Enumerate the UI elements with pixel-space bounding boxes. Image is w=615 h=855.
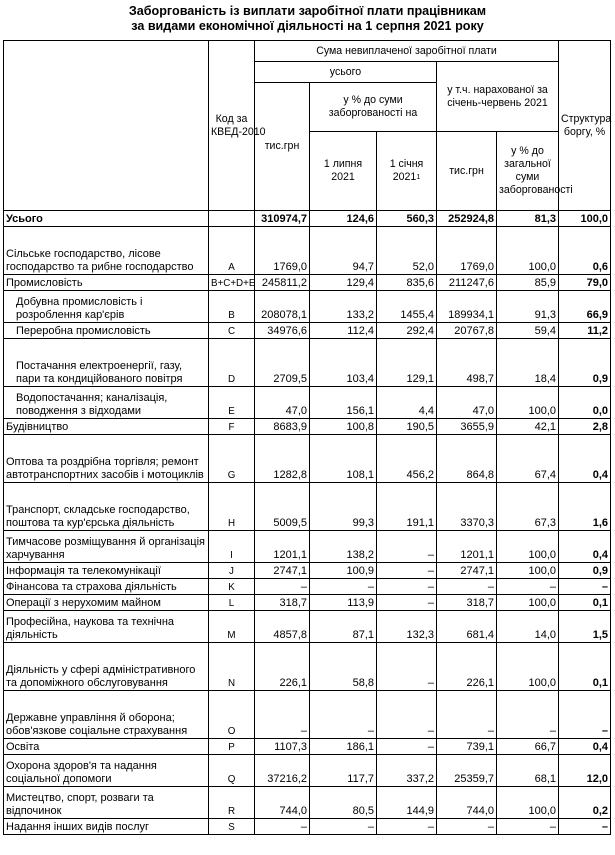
row-code: H bbox=[209, 483, 255, 531]
header-pct-of-debt: у % до суми заборгованості на bbox=[310, 83, 437, 132]
row-accrued-pct: 67,3 bbox=[497, 483, 559, 531]
row-accrued: 744,0 bbox=[437, 787, 497, 819]
row-accrued: 47,0 bbox=[437, 387, 497, 419]
row-accrued-pct: 18,4 bbox=[497, 339, 559, 387]
row-pct-jan: 190,5 bbox=[377, 419, 437, 435]
row-sum: 1769,0 bbox=[255, 227, 310, 275]
row-pct-jan: 52,0 bbox=[377, 227, 437, 275]
row-code: E bbox=[209, 387, 255, 419]
row-code: O bbox=[209, 691, 255, 739]
row-accrued-pct: 100,0 bbox=[497, 595, 559, 611]
table-row bbox=[4, 323, 611, 339]
row-accrued: 498,7 bbox=[437, 339, 497, 387]
table-row bbox=[4, 579, 611, 595]
row-sum: – bbox=[255, 691, 310, 739]
row-pct-jan: 129,1 bbox=[377, 339, 437, 387]
row-name: Охорона здоров'я та надання соціальної допомоги bbox=[4, 755, 209, 787]
row-pct-july: 138,2 bbox=[310, 531, 377, 563]
row-pct-jan: 4,4 bbox=[377, 387, 437, 419]
row-accrued: 25359,7 bbox=[437, 755, 497, 787]
row-accrued-pct: 81,3 bbox=[497, 211, 559, 227]
row-pct-july: 103,4 bbox=[310, 339, 377, 387]
table-row bbox=[4, 563, 611, 579]
row-sum: – bbox=[255, 579, 310, 595]
row-pct-jan: 144,9 bbox=[377, 787, 437, 819]
row-accrued: – bbox=[437, 691, 497, 739]
header-accrued: у т.ч. нарахованої за січень-червень 2021 bbox=[437, 62, 559, 132]
row-accrued: 3370,3 bbox=[437, 483, 497, 531]
row-sum: 8683,9 bbox=[255, 419, 310, 435]
row-pct-july: 133,2 bbox=[310, 291, 377, 323]
document-title bbox=[0, 4, 615, 34]
row-sum: 5009,5 bbox=[255, 483, 310, 531]
row-pct-july: 129,4 bbox=[310, 275, 377, 291]
row-code: B bbox=[209, 291, 255, 323]
row-pct-jan: – bbox=[377, 739, 437, 755]
row-sum: 744,0 bbox=[255, 787, 310, 819]
row-accrued-pct: 14,0 bbox=[497, 611, 559, 643]
row-accrued: 252924,8 bbox=[437, 211, 497, 227]
row-accrued: 189934,1 bbox=[437, 291, 497, 323]
row-pct-jan: 456,2 bbox=[377, 435, 437, 483]
row-pct-july: 124,6 bbox=[310, 211, 377, 227]
row-structure: 0,2 bbox=[559, 787, 611, 819]
table-row bbox=[4, 755, 611, 787]
row-name: Фінансова та страхова діяльність bbox=[4, 579, 209, 595]
row-structure: 1,6 bbox=[559, 483, 611, 531]
row-name: Діяльність у сфері адміністративного та допоміжного обслуговування bbox=[4, 643, 209, 691]
row-structure: 0,4 bbox=[559, 739, 611, 755]
row-sum: 2709,5 bbox=[255, 339, 310, 387]
row-pct-july: 186,1 bbox=[310, 739, 377, 755]
row-pct-july: 58,8 bbox=[310, 643, 377, 691]
row-accrued: 211247,6 bbox=[437, 275, 497, 291]
row-pct-jan: – bbox=[377, 595, 437, 611]
row-structure: 1,5 bbox=[559, 611, 611, 643]
table-row bbox=[4, 435, 611, 483]
row-accrued: – bbox=[437, 579, 497, 595]
header-activity bbox=[4, 41, 209, 211]
row-structure: 0,9 bbox=[559, 563, 611, 579]
row-pct-july: 80,5 bbox=[310, 787, 377, 819]
row-sum: 2747,1 bbox=[255, 563, 310, 579]
header-thousand-uah: тис.грн bbox=[255, 83, 310, 211]
title-line-1: Заборгованість із виплати заробітної плати працівникам bbox=[128, 4, 487, 18]
total-row bbox=[4, 211, 611, 227]
row-sum: 208078,1 bbox=[255, 291, 310, 323]
row-pct-july: – bbox=[310, 819, 377, 835]
row-accrued: 20767,8 bbox=[437, 323, 497, 339]
row-accrued-pct: 42,1 bbox=[497, 419, 559, 435]
header-structure: Структура боргу, % bbox=[559, 41, 611, 211]
row-code: G bbox=[209, 435, 255, 483]
row-name: Мистецтво, спорт, розваги та відпочинок bbox=[4, 787, 209, 819]
row-name: Постачання електроенергії, газу, пари та кондиційованого повітря bbox=[4, 339, 209, 387]
table-row bbox=[4, 819, 611, 835]
row-pct-jan: 1455,4 bbox=[377, 291, 437, 323]
row-sum: – bbox=[255, 819, 310, 835]
row-structure: 12,0 bbox=[559, 755, 611, 787]
row-sum: 310974,7 bbox=[255, 211, 310, 227]
row-structure: 100,0 bbox=[559, 211, 611, 227]
row-code: L bbox=[209, 595, 255, 611]
header-thousand-uah-2: тис.грн bbox=[437, 132, 497, 211]
row-structure: 0,1 bbox=[559, 643, 611, 691]
row-pct-jan: – bbox=[377, 643, 437, 691]
row-name: Державне управління й оборона; обов'язкове соціальне страхування bbox=[4, 691, 209, 739]
row-accrued-pct: – bbox=[497, 819, 559, 835]
row-code bbox=[209, 211, 255, 227]
row-code: D bbox=[209, 339, 255, 387]
row-accrued-pct: 85,9 bbox=[497, 275, 559, 291]
table-row bbox=[4, 787, 611, 819]
row-sum: 1201,1 bbox=[255, 531, 310, 563]
header-pct-total-debt: у % до загальної суми заборгованості bbox=[497, 132, 559, 211]
row-structure: 0,6 bbox=[559, 227, 611, 275]
row-pct-july: 100,8 bbox=[310, 419, 377, 435]
table-body bbox=[4, 211, 611, 835]
row-pct-july: – bbox=[310, 579, 377, 595]
table-row bbox=[4, 595, 611, 611]
row-accrued-pct: – bbox=[497, 579, 559, 595]
row-name: Усього bbox=[4, 211, 209, 227]
row-accrued-pct: 100,0 bbox=[497, 643, 559, 691]
row-name: Сільське господарство, лісове господарство та рибне господарство bbox=[4, 227, 209, 275]
row-code: J bbox=[209, 563, 255, 579]
row-structure: 79,0 bbox=[559, 275, 611, 291]
row-code: F bbox=[209, 419, 255, 435]
table-row bbox=[4, 691, 611, 739]
row-accrued-pct: 91,3 bbox=[497, 291, 559, 323]
row-name: Будівництво bbox=[4, 419, 209, 435]
row-name: Промисловість bbox=[4, 275, 209, 291]
row-pct-july: 94,7 bbox=[310, 227, 377, 275]
wage-arrears-table bbox=[3, 40, 611, 835]
row-accrued: 2747,1 bbox=[437, 563, 497, 579]
row-name: Професійна, наукова та технічна діяльність bbox=[4, 611, 209, 643]
table-row bbox=[4, 739, 611, 755]
header-total: усього bbox=[255, 62, 437, 83]
row-pct-july: 100,9 bbox=[310, 563, 377, 579]
row-name: Транспорт, складське господарство, поштова та кур'єрська діяльність bbox=[4, 483, 209, 531]
row-name: Операції з нерухомим майном bbox=[4, 595, 209, 611]
table-row bbox=[4, 339, 611, 387]
row-sum: 47,0 bbox=[255, 387, 310, 419]
row-code: I bbox=[209, 531, 255, 563]
row-name: Водопостачання; каналізація, поводження з відходами bbox=[4, 387, 209, 419]
table-row bbox=[4, 611, 611, 643]
row-code: S bbox=[209, 819, 255, 835]
table-row bbox=[4, 643, 611, 691]
header-kved: Код за КВЕД-2010 bbox=[209, 41, 255, 211]
header-jan-text: 1 січня 2021 bbox=[389, 158, 424, 183]
row-pct-jan: – bbox=[377, 579, 437, 595]
row-sum: 226,1 bbox=[255, 643, 310, 691]
row-pct-jan: 337,2 bbox=[377, 755, 437, 787]
row-code: N bbox=[209, 643, 255, 691]
row-pct-july: 117,7 bbox=[310, 755, 377, 787]
row-pct-july: 156,1 bbox=[310, 387, 377, 419]
row-accrued: 3655,9 bbox=[437, 419, 497, 435]
row-sum: 318,7 bbox=[255, 595, 310, 611]
row-sum: 4857,8 bbox=[255, 611, 310, 643]
row-name: Переробна промисловість bbox=[4, 323, 209, 339]
row-pct-jan: – bbox=[377, 563, 437, 579]
row-name: Тимчасове розміщування й організація харчування bbox=[4, 531, 209, 563]
row-code: C bbox=[209, 323, 255, 339]
row-accrued-pct: 59,4 bbox=[497, 323, 559, 339]
row-sum: 1282,8 bbox=[255, 435, 310, 483]
row-structure: – bbox=[559, 579, 611, 595]
row-structure: 66,9 bbox=[559, 291, 611, 323]
row-name: Надання інших видів послуг bbox=[4, 819, 209, 835]
row-structure: 0,0 bbox=[559, 387, 611, 419]
row-structure: 2,8 bbox=[559, 419, 611, 435]
table-row bbox=[4, 227, 611, 275]
row-structure: 0,4 bbox=[559, 435, 611, 483]
row-accrued-pct: 100,0 bbox=[497, 787, 559, 819]
row-pct-jan: 560,3 bbox=[377, 211, 437, 227]
row-accrued: – bbox=[437, 819, 497, 835]
row-structure: 0,1 bbox=[559, 595, 611, 611]
row-sum: 1107,3 bbox=[255, 739, 310, 755]
row-pct-july: 113,9 bbox=[310, 595, 377, 611]
row-pct-jan: 132,3 bbox=[377, 611, 437, 643]
row-structure: 0,4 bbox=[559, 531, 611, 563]
header-july: 1 липня 2021 bbox=[310, 132, 377, 211]
row-accrued: 681,4 bbox=[437, 611, 497, 643]
row-code: A bbox=[209, 227, 255, 275]
row-structure: – bbox=[559, 819, 611, 835]
row-pct-jan: 835,6 bbox=[377, 275, 437, 291]
row-pct-jan: – bbox=[377, 691, 437, 739]
row-pct-july: 108,1 bbox=[310, 435, 377, 483]
row-accrued: 226,1 bbox=[437, 643, 497, 691]
row-code: R bbox=[209, 787, 255, 819]
row-name: Добувна промисловість і розроблення кар'єрів bbox=[4, 291, 209, 323]
row-accrued: 1201,1 bbox=[437, 531, 497, 563]
row-structure: – bbox=[559, 691, 611, 739]
row-pct-jan: – bbox=[377, 819, 437, 835]
table-row bbox=[4, 419, 611, 435]
row-sum: 245811,2 bbox=[255, 275, 310, 291]
row-pct-july: 112,4 bbox=[310, 323, 377, 339]
row-code: K bbox=[209, 579, 255, 595]
row-sum: 37216,2 bbox=[255, 755, 310, 787]
row-pct-july: 87,1 bbox=[310, 611, 377, 643]
row-structure: 11,2 bbox=[559, 323, 611, 339]
row-pct-jan: – bbox=[377, 531, 437, 563]
row-pct-jan: 292,4 bbox=[377, 323, 437, 339]
row-accrued: 318,7 bbox=[437, 595, 497, 611]
title-line-2: за видами економічної діяльності на 1 серпня 2021 року bbox=[131, 19, 484, 33]
row-sum: 34976,6 bbox=[255, 323, 310, 339]
row-pct-july: 99,3 bbox=[310, 483, 377, 531]
row-structure: 0,9 bbox=[559, 339, 611, 387]
row-accrued-pct: 100,0 bbox=[497, 227, 559, 275]
row-accrued: 739,1 bbox=[437, 739, 497, 755]
row-accrued: 1769,0 bbox=[437, 227, 497, 275]
row-code: P bbox=[209, 739, 255, 755]
table-row bbox=[4, 275, 611, 291]
table-row bbox=[4, 291, 611, 323]
row-name: Освіта bbox=[4, 739, 209, 755]
row-accrued-pct: 100,0 bbox=[497, 531, 559, 563]
row-accrued-pct: 100,0 bbox=[497, 563, 559, 579]
header-sum-unpaid: Сума невиплаченої заробітної плати bbox=[255, 41, 559, 62]
table-row bbox=[4, 387, 611, 419]
row-accrued-pct: 68,1 bbox=[497, 755, 559, 787]
row-accrued-pct: 100,0 bbox=[497, 387, 559, 419]
row-accrued: 864,8 bbox=[437, 435, 497, 483]
table-row bbox=[4, 483, 611, 531]
row-pct-july: – bbox=[310, 691, 377, 739]
table-row bbox=[4, 531, 611, 563]
header-jan bbox=[377, 132, 437, 211]
row-code: M bbox=[209, 611, 255, 643]
row-code: Q bbox=[209, 755, 255, 787]
row-name: Оптова та роздрібна торгівля; ремонт автотранспортних засобів і мотоциклів bbox=[4, 435, 209, 483]
row-accrued-pct: 66,7 bbox=[497, 739, 559, 755]
row-accrued-pct: – bbox=[497, 691, 559, 739]
row-code: B+C+D+E bbox=[209, 275, 255, 291]
row-pct-jan: 191,1 bbox=[377, 483, 437, 531]
row-accrued-pct: 67,4 bbox=[497, 435, 559, 483]
header-jan-footnote: 1 bbox=[416, 174, 421, 181]
row-name: Інформація та телекомунікації bbox=[4, 563, 209, 579]
